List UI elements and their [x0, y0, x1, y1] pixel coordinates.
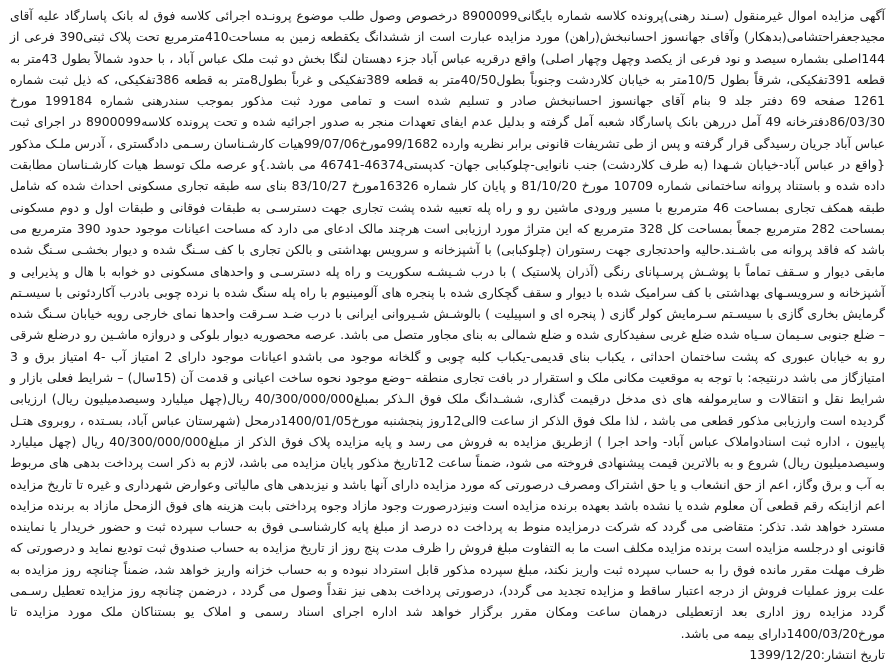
notice-body-text: آگهی مزایده اموال غیرمنقول (سـند رهنی)پرونده کلاسه شماره بایگانی8900099 درخصوص وصول طلب موضوع پرونـده اجرائی کلاسه فوق له بانک پاسارگاد علیه آقای مجیدجعفراحتشامی(بدهکار) وآقای جهانسوز احسانبخش(راهن) مورد مزایده عبارت است از ششدانگ یکقطعه زمین به مساحت410مترمربع تحت پلاک ثبتی390 فرعی از 144اصلی بشماره سیصد و نود فرعی از یکصد وچهل وچهار اصلی) واقع درقریه عباس آباد جزء دهستان لنگا بخش دو ثبت ملک عباس آباد ، با حدود شمالاً بطول 43متر به قطعه 391تفکیکی، شرقاً بطول 10/5متر به خیابان کلاردشت وجنوباً بطول40/50متر به قطعه 389تفکیکی و غرباً بطول8متر به قطعه 386تفکیکی، که ذیل ثبت شماره 1261 صفحه 69 دفتر جلد 9 بنام آقای جهانسوز احسانبخش صادر و تسلیم شده است و تمامی مورد ثبت مذکور بموجب سندرهنی شماره 199184 مورخ 86/03/30دفترخانه 49 آمل دررهن بانک پاسارگاد شعبه آمل گرفته و بدلیل عدم ایفای تعهدات منجر به صدور اجرائیه شده و تحت پرونده کلاسه8900099 در اجرای ثبت عباس آباد جریان رسیدگی قرار گرفته و پس از طی تشریفات قانونی برابر نظریه وارده 99/1682مورخ99/07/06هیات کارشـناسان رسـمی دادگستری ، آدرس ملـک مذکور {واقع در عباس آباد-خیابان شـهدا (به طرف کلاردشت) جنب نانوایی-چلوکبابی جهان- کدپستی46374-46741 می باشد.}و عرصه ملک توسط هیات کارشـناسان مطابقت داده شده و باستناد پروانه ساختمانی شماره 10709 مورخ 81/10/20 و پایان کار شماره 16326مورخ 83/10/27 بنای سه طبقه تجاری مسکونی احداث شده که شامل طبقه همکف تجاری بمساحت 46 مترمربع با مسیر ورودی ماشین رو و راه پله تعبیه شده پشت تجاری جهت دسترسـی به طبقات فوقانی و طبقات اول و دوم مسکونی بمساحت 282 مترمربع جمعاً بمساحت کل 328 مترمربع که این متراژ مورد ارزیابی است هرچند مالک ادعای می دارد که مساحت اعیانات موجود حدود 390 مترمربع می باشد که فاقد پروانه می باشـند.حالیه واحدتجاری جهت رستوران (چلوکبابی) با آشپزخانه و سرویس بهداشتی و بالکن تجاری با کف سـنگ شده و دیوار بخشـی سـنگ شده مابقی دیوار و سـقف تماماً با پوشـش پرسـپانای رنگی (آذران پلاستیک ) با درب شـیشـه سکوریت و راه پله دسترسـی و واحدهای مسکونی دو خوابه با هال و پذیرایی و آشپزخانه و سرویسـهای بهداشتی با کف سرامیک شده با دیوار و سقف گچکاری شده با پنجره های آلومینیوم با راه پله سنگ شده با نرده چوبی بادرب آکاردئونی با سیسـتم گرمایش بخاری گازی با سیسـتم سـرمایش کولر گازی ( پنجره ای و اسپیلیت ) بالوشـش شـیروانی ایرانی با درب ضـد سـرقت واحدها نمای خارجی رویه خیابان سـنگ شده – ضلع جنوبی سـیمان سـیاه شده ضلع غربی سفیدکاری شده و ضلع شمالی به بنای مجاور متصل می باشد. عرصه محصوریه دیوار بلوکی و دروازه ماشـین رو درضلع شرقی رو به خیابان عبوری که پشت ساختمان احداثی ، یکباب بنای قدیمی-یکباب کلبه چوبی و گلخانه موجود می باشدو اعیانات موجود دارای 2 امتیاز آب -4 امتیاز برق و 3 امتیازگاز می باشد درنتیجه: با توجه به موقعیت مکانی ملک و استقرار در بافت تجاری منطقه –وضع موجود نحوه ساخت اعیانی و قدمت آن (15سال) – شرایط فعلی بازار و شرایط نقل و انتقالات و سایرمولفه های ذی مدخل درقیمت گذاری، ششـدانگ ملک فوق الـذکر بمبلغ40/300/000/000 ریال(چهل میلیارد وسیصدمیلیون ریال) ارزیابی گردیده است وارزیابی مذکور قطعی می باشد ، لذا ملک فوق الذکر از ساعت 9الی12روز پنجشنبه مورخ1400/01/05درمحل (شهرستان عباس آباد، بسـتده ، روبروی هتـل پاییون ، اداره ثبت اسنادواملاک عباس آباد- واحد اجرا ) ازطریق مزایده به فروش می رسد و پایه مزایده پلاک فوق الذکر از مبلغ40/300/000/000 ریال (چهل میلیارد وسیصدمیلیون ریال) شروع و به بالاترین قیمت پیشنهادی فروخته می شود، ضمناً ساعت 12تاریخ مذکور پایان مزایده می باشد، لازم به ذکر است پرداخت بدهی های مربوط به آب و برق وگاز، اعم از حق انشعاب و یا حق اشتراک ومصرف درصورتی که مورد مزایده دارای آنها باشد و نیزبدهی های مالیاتی وعوارض شهرداری و غیره تا تاریخ مزایده اعم ازاینکه رقم قطعی آن معلوم شده یا نشده باشد بعهده برنده مزایده است ونیزدرصورت وجود مازاد وجوه پرداختی بابت هزینه های فوق الزمحل مازاد به برنده مزایده مسترد خواهد شد. تذکر: متقاضی می گردد که شرکت درمزایده منوط به پرداخت ده درصد از مبلغ پایه کارشناسـی فوق به حساب سپرده ثبت و حضور خریدار یا نماینده قانونی او درجلسه مزایده است برنده مزایده مکلف است ما به التفاوت مبلغ فروش را ظرف مدت پنج روز از تاریخ مزایده به حساب صندوق ثبت تودیع نماید و درصورتی که ظرف مهلت مقرر مانده فوق را به حساب سپرده ثبت واریز نکند، مبلغ سپرده مذکور قابل استرداد نبوده و به حساب خزانه واریز خواهد شد، ضمناً چنانچه روز مزایده به علت بروز عملیات فروش از درجه اعتبار ساقط و مزایده تجدید می گردد)، درصورتی پرداخت بدهی نیز نقداً وصول می گردد ، درضمن چنانچه روز مزایده تعطیل رسـمی گردد مزایده روز اداری بعد ازتعطیلی درهمان ساعت ومکان مقرر برگزار خواهد شد اداره اجرای اسناد رسمی و املاک یو بستناکان ملک مورد مزایده تا مورخ1400/03/20دارای بیمه می باشد. [10, 8, 886, 641]
publish-date-value: 1399/12/20 [749, 646, 821, 662]
publish-date-label: تاریخ انتشار: [820, 646, 885, 662]
publish-date-line [10, 644, 885, 665]
